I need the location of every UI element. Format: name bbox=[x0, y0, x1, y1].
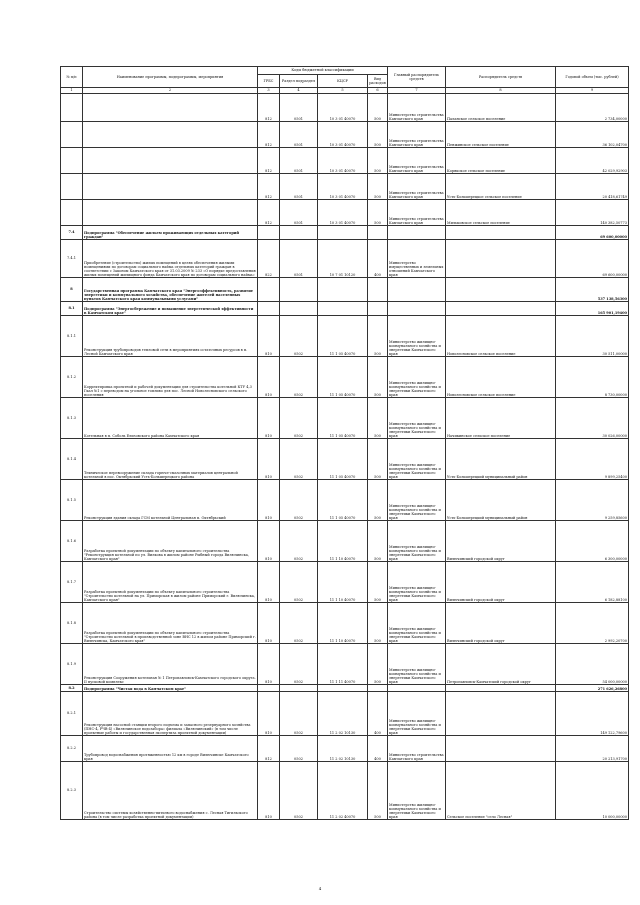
row-gl-admin bbox=[388, 685, 446, 692]
row-gl-admin bbox=[388, 302, 446, 316]
row-name: Реконструкция здания склада ГСМ котельной Центральная п. Октябрьский bbox=[83, 480, 258, 521]
row-ksr: 11 1 11 40070 bbox=[318, 644, 368, 685]
header-ksr: КЦСР bbox=[318, 75, 368, 88]
row-razdel: 0502 bbox=[280, 692, 318, 736]
row-number: 8.1.4 bbox=[61, 439, 83, 480]
row-vr bbox=[368, 302, 388, 316]
index-cell: 5 bbox=[318, 88, 368, 94]
row-amount: 9 259,85600 bbox=[556, 480, 629, 521]
row-gl-admin: Министерство жилищно-коммунального хозяйства и энергетики Камчатского края bbox=[388, 603, 446, 644]
row-ksr: 11 2 02 10130 bbox=[318, 736, 368, 762]
row-name bbox=[83, 148, 258, 174]
row-ksr: 11 1 10 40070 bbox=[318, 603, 368, 644]
header-recipient: Распорядитель средств bbox=[446, 67, 556, 88]
row-name: Трубопровод водоснабжения протяженностью 12 км в городе Вилючинске Камчатского края bbox=[83, 736, 258, 762]
header-razdel: Раздел подраздел bbox=[280, 75, 318, 88]
row-ksr bbox=[318, 226, 368, 240]
row-number: 8.1 bbox=[61, 302, 83, 316]
row-razdel: 0502 bbox=[280, 480, 318, 521]
row-vr: 500 bbox=[368, 94, 388, 122]
table-row bbox=[61, 692, 629, 736]
row-recipient bbox=[446, 302, 556, 316]
row-ksr bbox=[318, 302, 368, 316]
header-name: Наименование программы, подпрограммы, мероприятия bbox=[83, 67, 258, 88]
row-recipient: Петропавловск-Камчатский городской округ bbox=[446, 644, 556, 685]
row-recipient: Новолесновское сельское поселение bbox=[446, 357, 556, 398]
row-grbs: 812 bbox=[258, 174, 280, 200]
row-gl-admin: Министерство жилищно-коммунального хозяйства и энергетики Камчатского края bbox=[388, 644, 446, 685]
table-row bbox=[61, 521, 629, 562]
row-grbs: 810 bbox=[258, 398, 280, 439]
row-name: Реконструкция Сооружения котельная № 1 Петропавловск-Камчатского городского округа. II пусковой комплекс bbox=[83, 644, 258, 685]
row-recipient: Пенжинское сельское поселение bbox=[446, 122, 556, 148]
row-amount: 140 382,50773 bbox=[556, 200, 629, 226]
row-name: Приобретение (строительство) жилых помещений в целях обеспечения жилыми помещениями по договорам социального найма отдельных категорий граждан в соответствии с Законом Камчатского края от 31.03.2009 № 233 «О порядке предоставления жилых помещений жилищного фонда Камчатского края по договорам социального найма» bbox=[83, 240, 258, 278]
row-gl-admin: Министерство жилищно-коммунального хозяйства и энергетики Камчатского края bbox=[388, 692, 446, 736]
row-vr bbox=[368, 685, 388, 692]
row-ksr: 11 2 02 40070 bbox=[318, 762, 368, 820]
row-grbs: 810 bbox=[258, 644, 280, 685]
header-gl-admin: Главный распорядитель средств bbox=[388, 67, 446, 88]
row-number: 8.1.8 bbox=[61, 603, 83, 644]
row-vr: 500 bbox=[368, 148, 388, 174]
row-vr bbox=[368, 278, 388, 302]
index-cell: 7 bbox=[388, 88, 446, 94]
row-ksr: 11 1 05 40070 bbox=[318, 316, 368, 357]
row-amount: 271 626,26800 bbox=[556, 685, 629, 692]
row-gl-admin: Министерство жилищно-коммунального хозяйства и энергетики Камчатского края bbox=[388, 398, 446, 439]
row-grbs: 822 bbox=[258, 240, 280, 278]
header-total: Годовой объем (тыс. рублей) bbox=[556, 67, 629, 88]
table-row bbox=[61, 357, 629, 398]
row-number: 8 bbox=[61, 278, 83, 302]
row-vr: 500 bbox=[368, 316, 388, 357]
row-name: Разработка проектной документации по объекту капитального строительства "Реконструкция котельной по ул. Вилкова в жилом районе Рыбный города Вилючинска, Камчатского края" bbox=[83, 521, 258, 562]
row-number bbox=[61, 122, 83, 148]
table-row bbox=[61, 174, 629, 200]
row-name: Котельная в п. Соболь Елизовского района Камчатского края bbox=[83, 398, 258, 439]
row-amount: 6 182,88100 bbox=[556, 562, 629, 603]
row-vr: 500 bbox=[368, 644, 388, 685]
row-razdel: 0502 bbox=[280, 603, 318, 644]
row-vr: 500 bbox=[368, 480, 388, 521]
row-gl-admin bbox=[388, 278, 446, 302]
row-grbs: 812 bbox=[258, 148, 280, 174]
index-cell: 6 bbox=[368, 88, 388, 94]
row-number: 8.1.2 bbox=[61, 357, 83, 398]
row-ksr: 11 1 10 40070 bbox=[318, 521, 368, 562]
row-razdel bbox=[280, 278, 318, 302]
row-vr: 500 bbox=[368, 174, 388, 200]
row-gl-admin: Министерство жилищно-коммунального хозяйства и энергетики Камчатского края bbox=[388, 439, 446, 480]
row-grbs: 810 bbox=[258, 439, 280, 480]
table-row bbox=[61, 94, 629, 122]
table-row bbox=[61, 480, 629, 521]
row-vr: 400 bbox=[368, 736, 388, 762]
row-recipient: Новолесновское сельское поселение bbox=[446, 316, 556, 357]
row-ksr: 10 3 01 40070 bbox=[318, 200, 368, 226]
row-vr: 500 bbox=[368, 439, 388, 480]
row-recipient: Корякское сельское поселение bbox=[446, 148, 556, 174]
table-row bbox=[61, 278, 629, 302]
table-row bbox=[61, 762, 629, 820]
row-number: 8.2.2 bbox=[61, 736, 83, 762]
row-name: Подпрограмма "Чистая вода в Камчатском крае" bbox=[83, 685, 258, 692]
row-razdel bbox=[280, 685, 318, 692]
row-recipient: Вилючинский городской округ bbox=[446, 562, 556, 603]
row-razdel bbox=[280, 302, 318, 316]
row-number: 8.1.1 bbox=[61, 316, 83, 357]
row-name: Разработка проектной документации по объекту капитального строительства "Строительство котельной в производственной зоне ВНС 12 в жилом районе Приморский г. Вилючинска, Камчатского края" bbox=[83, 603, 258, 644]
row-amount: 69 600,00000 bbox=[556, 226, 629, 240]
header-num: № п/п bbox=[61, 67, 83, 88]
row-name: Подпрограмма "Обеспечение жильем проживающих отдельных категорий граждан" bbox=[83, 226, 258, 240]
row-number bbox=[61, 148, 83, 174]
row-number: 8.2.3 bbox=[61, 762, 83, 820]
row-name: Реконструкция трубопроводов тепловой сети в мероприятиях остаточных ресурсов в п. Лесной Камчатского края bbox=[83, 316, 258, 357]
row-number: 8.1.7 bbox=[61, 562, 83, 603]
row-razdel: 0501 bbox=[280, 240, 318, 278]
row-name bbox=[83, 122, 258, 148]
row-razdel: 0501 bbox=[280, 200, 318, 226]
row-number: 8.1.5 bbox=[61, 480, 83, 521]
row-amount: 10 000,00000 bbox=[556, 762, 629, 820]
row-gl-admin: Министерство строительства Камчатского края bbox=[388, 148, 446, 174]
index-cell: 4 bbox=[280, 88, 318, 94]
row-vr bbox=[368, 226, 388, 240]
row-ksr bbox=[318, 685, 368, 692]
row-amount: 69 600,00000 bbox=[556, 240, 629, 278]
row-recipient bbox=[446, 736, 556, 762]
row-name: Техническое перевооружение склада горюче-смазочных материалов центральной котельной в пос. Октябрьский Усть-Большерецкого района bbox=[83, 439, 258, 480]
row-recipient: Усть-Большерецкий муниципальный район bbox=[446, 480, 556, 521]
row-gl-admin: Министерство строительства Камчатского края bbox=[388, 122, 446, 148]
row-razdel bbox=[280, 226, 318, 240]
row-name: Государственная программа Камчатского края "Энергоэффективность, развитие энергетики и коммунального хозяйства, обеспечение жителей населенных пунктов Камчатского края коммунальными услугами" bbox=[83, 278, 258, 302]
row-recipient: Начикинское сельское поселение bbox=[446, 398, 556, 439]
table-row bbox=[61, 240, 629, 278]
table-row bbox=[61, 603, 629, 644]
table-row bbox=[61, 302, 629, 316]
page-number: 4 bbox=[318, 886, 322, 891]
row-gl-admin: Министерство жилищно-коммунального хозяйства и энергетики Камчатского края bbox=[388, 562, 446, 603]
row-amount: 2 992,20700 bbox=[556, 603, 629, 644]
row-vr: 500 bbox=[368, 398, 388, 439]
row-grbs bbox=[258, 278, 280, 302]
row-gl-admin: Министерство строительства Камчатского края bbox=[388, 200, 446, 226]
row-number: 7.4.1 bbox=[61, 240, 83, 278]
table-body bbox=[61, 67, 629, 820]
row-recipient: Мильковское сельское поселение bbox=[446, 200, 556, 226]
row-ksr: 10 3 01 40070 bbox=[318, 148, 368, 174]
row-razdel: 0501 bbox=[280, 148, 318, 174]
row-razdel: 0501 bbox=[280, 122, 318, 148]
row-vr: 500 bbox=[368, 357, 388, 398]
row-razdel: 0502 bbox=[280, 439, 318, 480]
row-razdel: 0502 bbox=[280, 398, 318, 439]
row-vr: 500 bbox=[368, 521, 388, 562]
row-amount: 42 029,92903 bbox=[556, 148, 629, 174]
row-name: Корректировка проектной и рабочей документации для строительства котельной КТУ 4,3 Гкал №1 с переводом на угольное топливо для пос. Лесной Новолесновского сельского поселения bbox=[83, 357, 258, 398]
table-row bbox=[61, 562, 629, 603]
row-grbs: 810 bbox=[258, 762, 280, 820]
row-grbs: 810 bbox=[258, 603, 280, 644]
row-grbs: 810 bbox=[258, 562, 280, 603]
row-ksr: 10 3 01 40070 bbox=[318, 94, 368, 122]
row-razdel: 0502 bbox=[280, 644, 318, 685]
index-cell: 3 bbox=[258, 88, 280, 94]
row-grbs: 812 bbox=[258, 736, 280, 762]
index-cell: 8 bbox=[446, 88, 556, 94]
row-amount: 20 213,91700 bbox=[556, 736, 629, 762]
row-number: 8.2.1 bbox=[61, 692, 83, 736]
row-ksr: 10 7 01 10120 bbox=[318, 240, 368, 278]
row-gl-admin bbox=[388, 226, 446, 240]
row-number: 8.1.3 bbox=[61, 398, 83, 439]
row-gl-admin: Министерство жилищно-коммунального хозяйства и энергетики Камчатского края bbox=[388, 762, 446, 820]
row-number bbox=[61, 94, 83, 122]
row-recipient bbox=[446, 692, 556, 736]
table-row bbox=[61, 644, 629, 685]
row-grbs: 812 bbox=[258, 122, 280, 148]
header-codes-group: Коды бюджетной классификации bbox=[258, 67, 388, 75]
row-grbs bbox=[258, 685, 280, 692]
row-grbs bbox=[258, 302, 280, 316]
row-gl-admin: Министерство жилищно-коммунального хозяйства и энергетики Камчатского края bbox=[388, 357, 446, 398]
row-vr: 400 bbox=[368, 240, 388, 278]
row-ksr: 10 3 01 40070 bbox=[318, 122, 368, 148]
row-grbs: 810 bbox=[258, 316, 280, 357]
row-number: 8.1.9 bbox=[61, 644, 83, 685]
row-vr: 400 bbox=[368, 692, 388, 736]
row-number bbox=[61, 174, 83, 200]
row-gl-admin: Министерство строительства Камчатского края bbox=[388, 94, 446, 122]
row-recipient bbox=[446, 685, 556, 692]
row-gl-admin: Министерство жилищно-коммунального хозяйства и энергетики Камчатского края bbox=[388, 480, 446, 521]
row-vr: 500 bbox=[368, 603, 388, 644]
row-recipient: Усть-Большерецкий муниципальный район bbox=[446, 439, 556, 480]
row-grbs: 812 bbox=[258, 94, 280, 122]
row-grbs: 810 bbox=[258, 521, 280, 562]
row-name bbox=[83, 200, 258, 226]
row-number: 8.1.6 bbox=[61, 521, 83, 562]
row-amount: 6 300,00000 bbox=[556, 521, 629, 562]
row-grbs: 810 bbox=[258, 480, 280, 521]
row-razdel: 0501 bbox=[280, 94, 318, 122]
row-amount: 30 026,00000 bbox=[556, 398, 629, 439]
row-name bbox=[83, 94, 258, 122]
row-razdel: 0502 bbox=[280, 762, 318, 820]
row-grbs bbox=[258, 226, 280, 240]
row-recipient: Вилючинский городской округ bbox=[446, 521, 556, 562]
row-amount: 30 511,00000 bbox=[556, 316, 629, 357]
row-gl-admin: Министерство жилищно-коммунального хозяйства и энергетики Камчатского края bbox=[388, 521, 446, 562]
row-razdel: 0502 bbox=[280, 316, 318, 357]
row-name: Строительство системы хозяйственно-питьевого водоснабжения с. Лесная Тигильского района (в том числе разработка проектной документации) bbox=[83, 762, 258, 820]
row-number: 8.2 bbox=[61, 685, 83, 692]
row-amount: 537 138,56300 bbox=[556, 278, 629, 302]
header-vr: Вид расходов bbox=[368, 75, 388, 88]
row-amount: 8 730,00000 bbox=[556, 357, 629, 398]
budget-table bbox=[60, 66, 629, 820]
row-gl-admin: Министерство жилищно-коммунального хозяйства и энергетики Камчатского края bbox=[388, 316, 446, 357]
row-amount: 165 901,19400 bbox=[556, 302, 629, 316]
row-gl-admin: Министерство имущественных и земельных отношений Камчатского края bbox=[388, 240, 446, 278]
row-ksr: 11 1 05 40070 bbox=[318, 357, 368, 398]
row-razdel: 0502 bbox=[280, 357, 318, 398]
row-vr: 500 bbox=[368, 122, 388, 148]
header-grbs: ГРБС bbox=[258, 75, 280, 88]
table-row bbox=[61, 316, 629, 357]
row-number: 7.4 bbox=[61, 226, 83, 240]
row-grbs: 812 bbox=[258, 200, 280, 226]
table-row bbox=[61, 122, 629, 148]
row-name: Подпрограмма "Энергосбережение и повышение энергетической эффективности в Камчатском крае" bbox=[83, 302, 258, 316]
row-ksr: 11 1 05 40070 bbox=[318, 439, 368, 480]
row-recipient: Усть-Большерецкое сельское поселение bbox=[446, 174, 556, 200]
row-gl-admin: Министерство строительства Камчатского края bbox=[388, 174, 446, 200]
table-row bbox=[61, 439, 629, 480]
row-ksr: 11 2 02 10130 bbox=[318, 692, 368, 736]
row-razdel: 0502 bbox=[280, 521, 318, 562]
row-amount: 2 734,00000 bbox=[556, 94, 629, 122]
row-number bbox=[61, 200, 83, 226]
row-amount: 9 899,25400 bbox=[556, 439, 629, 480]
row-ksr: 11 1 10 40070 bbox=[318, 562, 368, 603]
row-ksr: 10 3 01 40070 bbox=[318, 174, 368, 200]
row-amount: 149 122,79600 bbox=[556, 692, 629, 736]
row-name bbox=[83, 174, 258, 200]
table-row bbox=[61, 685, 629, 692]
row-recipient bbox=[446, 240, 556, 278]
row-razdel: 0502 bbox=[280, 562, 318, 603]
row-recipient: Паланское сельское поселение bbox=[446, 94, 556, 122]
row-razdel: 0501 bbox=[280, 174, 318, 200]
row-grbs: 810 bbox=[258, 357, 280, 398]
row-grbs: 810 bbox=[258, 692, 280, 736]
row-recipient bbox=[446, 226, 556, 240]
row-vr: 500 bbox=[368, 200, 388, 226]
row-ksr: 11 1 05 40070 bbox=[318, 398, 368, 439]
row-name: Реконструкция насосной станции второго подъема и запасного резервуарного хозяйства (ПНС-4, РЧВ-4) «Вилючинское водозабора» филиала «Вилючинский» (в том числе проектные работы и государственная экспертиза проектной документации) bbox=[83, 692, 258, 736]
row-gl-admin: Министерство строительства Камчатского края bbox=[388, 736, 446, 762]
row-recipient bbox=[446, 278, 556, 302]
row-razdel: 0502 bbox=[280, 736, 318, 762]
row-vr: 500 bbox=[368, 762, 388, 820]
row-amount: 20 418,61749 bbox=[556, 174, 629, 200]
row-recipient: Сельское поселение "село Лесная" bbox=[446, 762, 556, 820]
table-row bbox=[61, 148, 629, 174]
index-cell: 1 bbox=[61, 88, 83, 94]
row-recipient: Вилючинский городской округ bbox=[446, 603, 556, 644]
header-row-1 bbox=[61, 67, 629, 75]
table-row bbox=[61, 200, 629, 226]
row-amount: 54 000,00000 bbox=[556, 644, 629, 685]
table-row bbox=[61, 226, 629, 240]
row-amount: 36 102,04700 bbox=[556, 122, 629, 148]
index-cell: 9 bbox=[556, 88, 629, 94]
table-row bbox=[61, 736, 629, 762]
index-cell: 2 bbox=[83, 88, 258, 94]
table-row bbox=[61, 398, 629, 439]
row-name: Разработка проектной документации по объекту капитального строительства "Строительство котельной на ул. Приморская в жилом районе Приморский г. Вилючинска, Камчатского края" bbox=[83, 562, 258, 603]
row-vr: 500 bbox=[368, 562, 388, 603]
row-ksr bbox=[318, 278, 368, 302]
row-ksr: 11 1 05 40070 bbox=[318, 480, 368, 521]
